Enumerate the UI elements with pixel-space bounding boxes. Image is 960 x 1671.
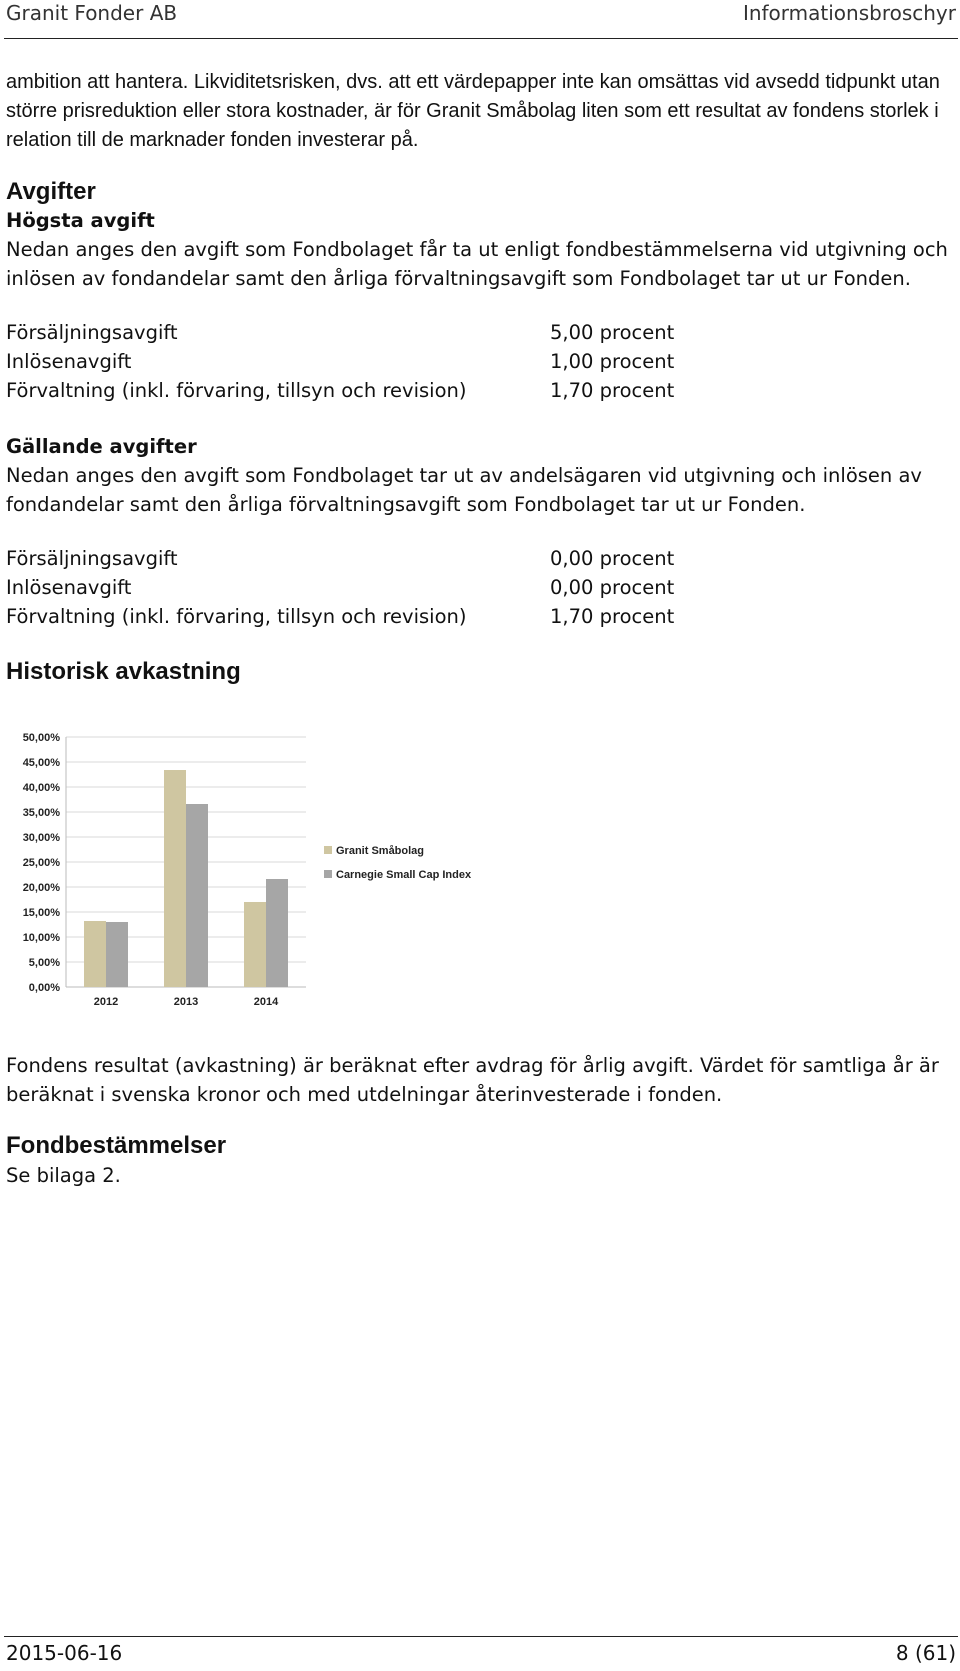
bar-2012-1	[106, 922, 128, 987]
fee-value: 1,00 procent	[550, 350, 675, 373]
x-tick-label: 2012	[93, 996, 119, 1008]
max-fee-text: Nedan anges den avgift som Fondbolaget får ta ut enligt fondbestämmelserna vid utgivning och inlösen av fondandelar samt den årliga förvaltningsavgift som Fondbolaget tar ut ur Fonden.	[6, 238, 948, 290]
fee-name: Inlösenavgift	[6, 576, 132, 599]
y-tick-label: 50,00%	[22, 732, 60, 744]
fee-name: Förvaltning (inkl. förvaring, tillsyn och revision)	[6, 379, 467, 402]
fee-name: Försäljningsavgift	[6, 547, 178, 570]
bar-2014-1	[266, 879, 288, 987]
fee-value: 5,00 procent	[550, 321, 675, 344]
returns-chart-svg	[6, 711, 486, 1021]
footer-date: 2015-06-16	[6, 1641, 123, 1665]
y-tick-label: 25,00%	[22, 857, 60, 869]
table-row	[6, 544, 674, 573]
fee-name: Försäljningsavgift	[6, 321, 178, 344]
intro-paragraph: ambition att hantera. Likviditetsrisken, dvs. att ett värdepapper inte kan omsättas vid avsedd tidpunkt utan större prisreduktion eller stora kostnader, är för Granit Småbolag liten som ett resultat av fondens storlek i relation till de marknader fonden investerar på.	[6, 71, 940, 151]
fee-value: 0,00 procent	[550, 576, 675, 599]
page-footer	[4, 1636, 958, 1671]
subtitle-hogsta-avgift: Högsta avgift	[6, 209, 155, 232]
fee-name: Inlösenavgift	[6, 350, 132, 373]
table-row	[6, 376, 674, 405]
y-tick-label: 30,00%	[22, 832, 60, 844]
y-tick-label: 40,00%	[22, 782, 60, 794]
section-title-historik: Historisk avkastning	[6, 658, 241, 685]
x-tick-label: 2014	[253, 996, 279, 1008]
bar-2013-1	[186, 804, 208, 987]
bar-2012-0	[84, 921, 106, 987]
table-row	[6, 318, 674, 347]
fee-name: Förvaltning (inkl. förvaring, tillsyn och revision)	[6, 605, 467, 628]
subtitle-gallande-avgifter: Gällande avgifter	[6, 435, 197, 458]
table-row	[6, 347, 674, 376]
y-tick-label: 5,00%	[28, 957, 60, 969]
y-tick-label: 15,00%	[22, 907, 60, 919]
table-row	[6, 602, 674, 631]
section-title-fondbestammelser: Fondbestämmelser	[6, 1132, 227, 1159]
page-header	[4, 0, 958, 39]
fondbestammelser-text: Se bilaga 2.	[6, 1164, 121, 1187]
legend-swatch	[324, 870, 332, 878]
table-row	[6, 573, 674, 602]
fee-value: 1,70 procent	[550, 605, 675, 628]
y-tick-label: 10,00%	[22, 932, 60, 944]
y-tick-label: 20,00%	[22, 882, 60, 894]
header-doc-title: Informationsbroschyr	[742, 1, 956, 25]
page-content	[6, 68, 951, 1190]
max-fee-table	[6, 318, 674, 405]
current-fee-table	[6, 544, 674, 631]
y-tick-label: 35,00%	[22, 807, 60, 819]
bar-2013-0	[164, 770, 186, 987]
legend-swatch	[324, 846, 332, 854]
x-tick-label: 2013	[173, 996, 199, 1008]
y-tick-label: 0,00%	[28, 982, 60, 994]
section-title-avgifter: Avgifter	[6, 178, 96, 205]
legend-label: Carnegie Small Cap Index	[336, 869, 472, 881]
returns-chart	[6, 711, 960, 1041]
footer-page-number: 8 (61)	[895, 1641, 956, 1665]
y-tick-label: 45,00%	[22, 757, 60, 769]
header-company: Granit Fonder AB	[6, 1, 178, 25]
bar-2014-0	[244, 902, 266, 987]
fee-value: 0,00 procent	[550, 547, 675, 570]
fee-value: 1,70 procent	[550, 379, 675, 402]
legend-label: Granit Småbolag	[336, 845, 425, 857]
current-fee-text: Nedan anges den avgift som Fondbolaget tar ut av andelsägaren vid utgivning och inlösen av fondandelar samt den årliga förvaltningsavgift som Fondbolaget tar ut ur Fonden.	[6, 464, 922, 516]
returns-note: Fondens resultat (avkastning) är beräknat efter avdrag för årlig avgift. Värdet för samtliga år är beräknat i svenska kronor och med utdelningar återinvesterade i fonden.	[6, 1054, 939, 1106]
